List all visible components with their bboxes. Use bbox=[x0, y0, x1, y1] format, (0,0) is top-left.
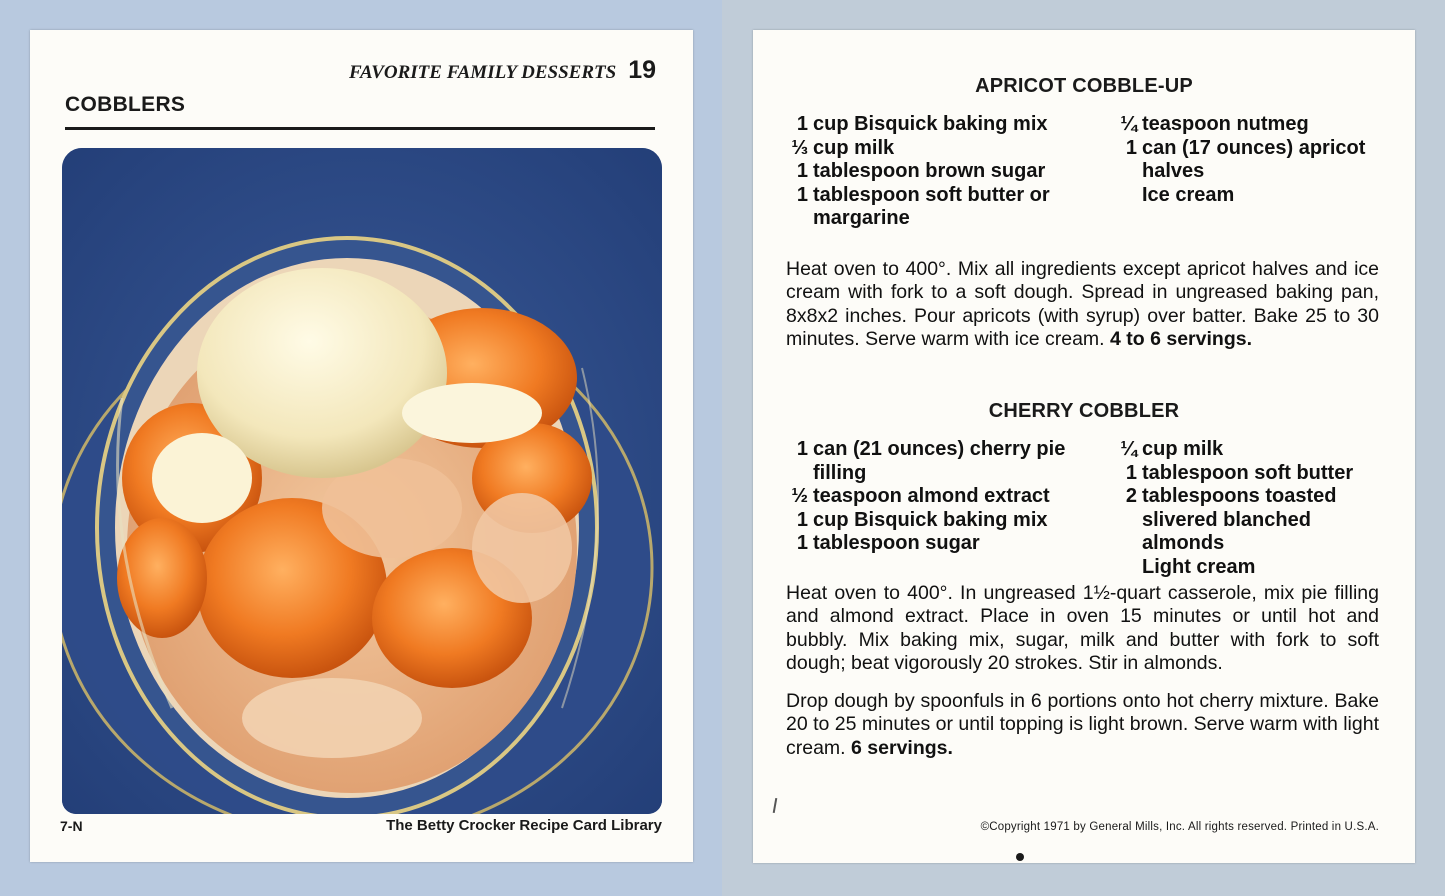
ingredient-text: tablespoon soft butter or margarine bbox=[813, 183, 1050, 229]
servings-apricot: 4 to 6 servings. bbox=[1110, 327, 1252, 350]
series-header bbox=[349, 56, 656, 85]
section-title: COBBLERS bbox=[65, 93, 186, 116]
ingredient-item bbox=[1115, 438, 1375, 462]
recipe-title-apricot: APRICOT COBBLE-UP bbox=[975, 75, 1193, 97]
ingredient-quantity: 1 bbox=[796, 508, 808, 531]
ingredient-item bbox=[784, 438, 1084, 485]
ingredient-quantity: 1 bbox=[796, 113, 808, 135]
ingredient-quantity bbox=[1115, 184, 1142, 208]
ingredient-quantity: ½ bbox=[791, 485, 808, 507]
ingredient-text: tablespoon sugar bbox=[813, 532, 980, 554]
ingredient-text: can (17 ounces) apricot halves bbox=[1142, 136, 1366, 182]
ingredients-cherry-left bbox=[784, 438, 1084, 556]
ingredient-quantity: 2 bbox=[1125, 485, 1137, 507]
ingredient-text: cup milk bbox=[813, 136, 895, 159]
cobbler-photo-icon bbox=[62, 148, 662, 814]
pen-mark bbox=[773, 798, 778, 813]
ingredient-item bbox=[784, 532, 1084, 556]
ingredient-quantity: 1 bbox=[796, 438, 808, 460]
ingredient-text: can (21 ounces) cherry pie filling bbox=[813, 438, 1066, 484]
copyright: ©Copyright 1971 by General Mills, Inc. All rights reserved. Printed in U.S.A. bbox=[980, 821, 1379, 833]
ingredient-item bbox=[1115, 485, 1375, 556]
ingredient-item bbox=[1115, 462, 1375, 486]
ingredient-item bbox=[1115, 113, 1375, 137]
ingredient-text: teaspoon almond extract bbox=[813, 485, 1050, 507]
directions-cherry-2 bbox=[786, 690, 1379, 760]
ingredient-item bbox=[784, 137, 1084, 161]
ingredient-item bbox=[784, 113, 1084, 137]
ingredient-item bbox=[1115, 184, 1375, 208]
recipe-card-back bbox=[753, 30, 1415, 863]
library-name: The Betty Crocker Recipe Card Library bbox=[386, 817, 662, 834]
directions-apricot-text: Heat oven to 400°. Mix all ingredients except apricot halves and ice cream with fork to a soft dough. Spread in ungreased baking pan, 8x8x2 inches. Pour apricots (with syrup) over batter. Bake 25 to 30 minutes. Serve warm with ice cream. bbox=[786, 258, 1379, 350]
series-title: FAVORITE FAMILY DESSERTS bbox=[349, 62, 617, 83]
ingredient-text: Light cream bbox=[1142, 555, 1256, 578]
recipe-card-front bbox=[30, 30, 693, 862]
ingredient-text: cup Bisquick baking mix bbox=[813, 113, 1048, 135]
divider bbox=[65, 127, 655, 130]
directions-apricot bbox=[786, 258, 1379, 351]
ingredient-quantity: ¼ bbox=[1120, 113, 1137, 135]
ingredient-text: tablespoon soft butter bbox=[1142, 461, 1354, 484]
ingredient-text: Ice cream bbox=[1142, 183, 1235, 206]
ingredient-item bbox=[1115, 556, 1375, 580]
page-number: 19 bbox=[628, 56, 656, 84]
ingredients-apricot-left bbox=[784, 113, 1084, 231]
ingredient-quantity: 1 bbox=[1125, 136, 1137, 159]
servings-cherry: 6 servings. bbox=[851, 736, 953, 759]
card-code: 7-N bbox=[60, 818, 83, 834]
ingredients-cherry-right bbox=[1115, 438, 1375, 579]
cobbler-photo bbox=[62, 148, 662, 814]
ingredients-apricot-right bbox=[1115, 113, 1375, 207]
ingredient-text: cup Bisquick baking mix bbox=[813, 508, 1048, 531]
ingredient-text: cup milk bbox=[1142, 438, 1224, 460]
ingredient-item bbox=[784, 184, 1084, 231]
recipe-title-cherry: CHERRY COBBLER bbox=[988, 400, 1180, 422]
ingredient-quantity: 1 bbox=[796, 160, 808, 182]
ingredient-item bbox=[1115, 137, 1375, 184]
ingredient-quantity: ¼ bbox=[1120, 438, 1137, 460]
directions-cherry-1: Heat oven to 400°. In ungreased 1½-quart casserole, mix pie filling and almond extract. Place in oven 15 minutes or until hot and bubbly. Mix baking mix, sugar, milk and butter with fork to soft dough; beat vigorously 20 strokes. Stir in almonds. bbox=[786, 582, 1379, 674]
ingredient-text: tablespoon brown sugar bbox=[813, 160, 1046, 182]
ingredient-quantity bbox=[1115, 556, 1142, 580]
ingredient-item bbox=[784, 160, 1084, 184]
punch-hole bbox=[1016, 853, 1024, 861]
ingredient-item bbox=[784, 485, 1084, 509]
ingredient-text: teaspoon nutmeg bbox=[1142, 113, 1309, 135]
ingredient-quantity: 1 bbox=[1125, 461, 1137, 484]
ingredient-quantity: ⅓ bbox=[791, 136, 808, 159]
ingredient-item bbox=[784, 509, 1084, 533]
directions-cherry-2-text: Drop dough by spoonfuls in 6 portions onto hot cherry mixture. Bake 20 to 25 minutes or until topping is light brown. Serve warm with light cream. bbox=[786, 690, 1379, 759]
ingredient-quantity: 1 bbox=[796, 183, 808, 206]
ingredient-text: tablespoons toasted slivered blanched almonds bbox=[1142, 485, 1337, 554]
ingredient-quantity: 1 bbox=[796, 532, 808, 554]
